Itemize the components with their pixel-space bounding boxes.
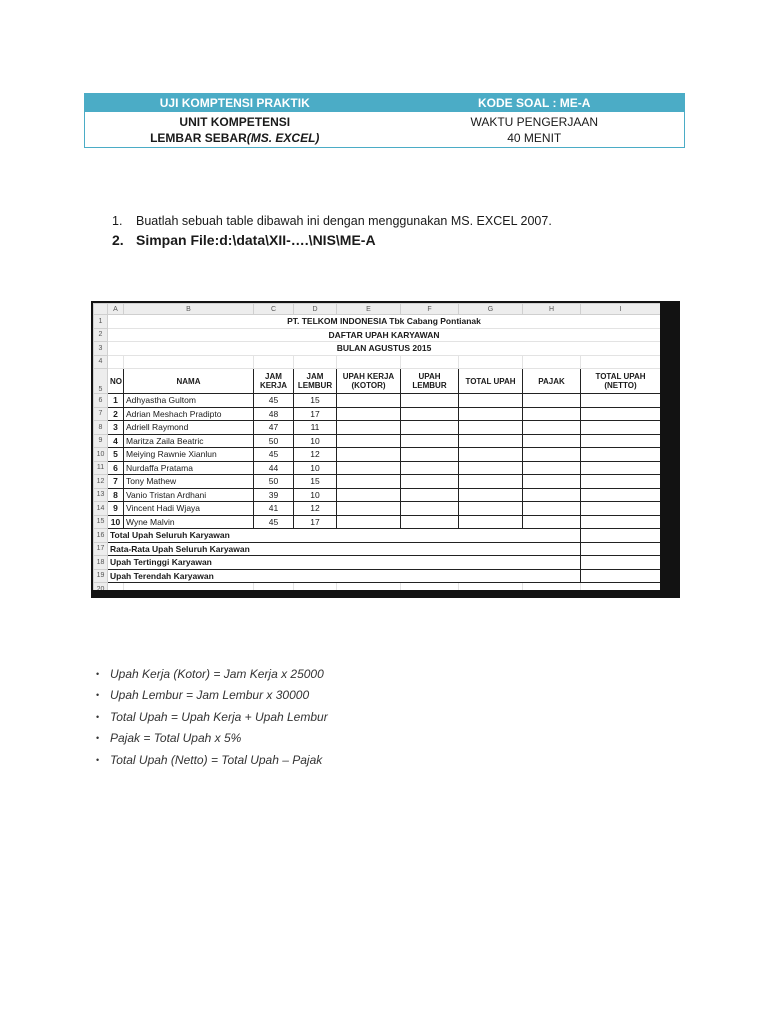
header-upah-kerja[interactable]: UPAH KERJA (KOTOR) <box>337 369 401 394</box>
cell-pajak[interactable] <box>523 434 581 448</box>
header-jam-kerja[interactable]: JAM KERJA <box>254 369 294 394</box>
row-number[interactable]: 15 <box>94 515 108 529</box>
cell[interactable] <box>459 355 523 369</box>
duration: 40 MENIT <box>507 131 562 145</box>
cell-upah-kerja[interactable] <box>337 434 401 448</box>
summary-value[interactable] <box>581 556 661 570</box>
cell-total-netto[interactable] <box>581 421 661 435</box>
cell-jam-lembur[interactable]: 10 <box>294 434 337 448</box>
cell[interactable] <box>254 583 294 591</box>
formula-text: Upah Kerja (Kotor) = Jam Kerja x 25000 <box>110 666 324 681</box>
row-number[interactable]: 13 <box>94 488 108 502</box>
header-no[interactable]: NO <box>108 369 124 394</box>
select-all-corner[interactable] <box>94 304 108 315</box>
summary-row <box>94 556 661 570</box>
cell[interactable] <box>337 583 401 591</box>
cell-jam-kerja[interactable]: 45 <box>254 515 294 529</box>
cell-upah-lembur[interactable] <box>401 461 459 475</box>
summary-label[interactable]: Upah Tertinggi Karyawan <box>108 556 581 570</box>
row-number[interactable]: 1 <box>94 315 108 329</box>
cell-upah-lembur[interactable] <box>401 515 459 529</box>
row-number[interactable]: 20 <box>94 583 108 591</box>
cell-jam-lembur[interactable]: 12 <box>294 502 337 516</box>
row-number[interactable]: 17 <box>94 542 108 556</box>
summary-value[interactable] <box>581 542 661 556</box>
instruction-text: Simpan File:d:\data\XII-….\NIS\ME-A <box>136 232 376 248</box>
cell-upah-kerja[interactable] <box>337 515 401 529</box>
cell-no[interactable]: 1 <box>108 394 124 408</box>
row-number[interactable]: 7 <box>94 407 108 421</box>
row-number[interactable]: 4 <box>94 355 108 369</box>
cell[interactable] <box>294 583 337 591</box>
cell-total-upah[interactable] <box>459 421 523 435</box>
cell-jam-lembur[interactable]: 11 <box>294 421 337 435</box>
header-right-cell <box>385 112 685 147</box>
cell[interactable] <box>108 355 124 369</box>
header-left-title: UJI KOMPTENSI PRAKTIK <box>159 96 310 110</box>
title-row-1 <box>94 315 661 329</box>
cell-upah-kerja[interactable] <box>337 502 401 516</box>
cell-total-upah[interactable] <box>459 502 523 516</box>
instruction-number: 2. <box>112 232 124 248</box>
spreadsheet-table <box>93 303 660 590</box>
header-table <box>84 93 685 148</box>
cell-nama[interactable]: Vanio Tristan Ardhani <box>124 488 254 502</box>
column-header[interactable]: H <box>523 304 581 315</box>
cell-no[interactable]: 8 <box>108 488 124 502</box>
formula-item <box>96 706 616 728</box>
header-nama[interactable]: NAMA <box>124 369 254 394</box>
cell-pajak[interactable] <box>523 421 581 435</box>
header-right-title: KODE SOAL : ME-A <box>478 96 591 110</box>
cell-total-netto[interactable] <box>581 434 661 448</box>
header-upah-lembur[interactable]: UPAH LEMBUR <box>401 369 459 394</box>
cell-jam-lembur[interactable]: 17 <box>294 407 337 421</box>
bullet-icon: • <box>96 690 100 701</box>
cell-pajak[interactable] <box>523 488 581 502</box>
title-row-2 <box>94 328 661 342</box>
table-row <box>94 407 661 421</box>
cell-pajak[interactable] <box>523 502 581 516</box>
formula-list <box>96 663 616 771</box>
sheet-title-month[interactable]: BULAN AGUSTUS 2015 <box>108 342 661 356</box>
summary-label[interactable]: Total Upah Seluruh Karyawan <box>108 529 581 543</box>
column-header[interactable]: C <box>254 304 294 315</box>
formula-text: Total Upah = Upah Kerja + Upah Lembur <box>110 709 328 724</box>
summary-row <box>94 542 661 556</box>
cell-upah-kerja[interactable] <box>337 407 401 421</box>
cell-no[interactable]: 7 <box>108 475 124 489</box>
header-title-bar <box>85 94 684 112</box>
cell-no[interactable]: 2 <box>108 407 124 421</box>
header-total-netto[interactable]: TOTAL UPAH (NETTO) <box>581 369 661 394</box>
table-row <box>94 421 661 435</box>
formula-item <box>96 685 616 707</box>
table-header-row <box>94 369 661 394</box>
column-header[interactable]: D <box>294 304 337 315</box>
cell[interactable] <box>124 355 254 369</box>
lembar-sebar-prefix: LEMBAR SEBAR <box>150 131 247 145</box>
header-left-cell <box>85 112 385 147</box>
cell-pajak[interactable] <box>523 394 581 408</box>
cell-pajak[interactable] <box>523 461 581 475</box>
summary-label[interactable]: Rata-Rata Upah Seluruh Karyawan <box>108 542 581 556</box>
unit-kompetensi: UNIT KOMPETENSI <box>179 115 291 129</box>
employee-rows <box>94 394 661 529</box>
cell[interactable] <box>523 583 581 591</box>
row-number[interactable]: 5 <box>94 369 108 394</box>
waktu-pengerjaan: WAKTU PENGERJAAN <box>470 115 599 129</box>
formula-text: Upah Lembur = Jam Lembur x 30000 <box>110 688 310 703</box>
cell-total-netto[interactable] <box>581 475 661 489</box>
cell-total-upah[interactable] <box>459 434 523 448</box>
cell-jam-lembur[interactable]: 15 <box>294 394 337 408</box>
spreadsheet-image <box>91 301 680 598</box>
column-header[interactable]: B <box>124 304 254 315</box>
cell-no[interactable]: 10 <box>108 515 124 529</box>
column-header[interactable]: A <box>108 304 124 315</box>
cell-upah-lembur[interactable] <box>401 407 459 421</box>
cell-pajak[interactable] <box>523 407 581 421</box>
cell-upah-lembur[interactable] <box>401 434 459 448</box>
cell-nama[interactable]: Maritza Zaila Beatric <box>124 434 254 448</box>
row-number[interactable]: 10 <box>94 448 108 462</box>
cell-upah-kerja[interactable] <box>337 421 401 435</box>
column-header[interactable]: G <box>459 304 523 315</box>
cell-total-upah[interactable] <box>459 461 523 475</box>
cell-no[interactable]: 3 <box>108 421 124 435</box>
table-row <box>94 448 661 462</box>
table-row <box>94 488 661 502</box>
cell-total-upah[interactable] <box>459 394 523 408</box>
cell-upah-kerja[interactable] <box>337 394 401 408</box>
cell-upah-kerja[interactable] <box>337 475 401 489</box>
empty-row <box>94 583 661 591</box>
cell[interactable] <box>401 355 459 369</box>
formula-text: Total Upah (Netto) = Total Upah – Pajak <box>110 752 323 767</box>
empty-row <box>94 355 661 369</box>
cell-no[interactable]: 9 <box>108 502 124 516</box>
bullet-icon: • <box>96 668 100 679</box>
cell-total-upah[interactable] <box>459 448 523 462</box>
cell[interactable] <box>523 355 581 369</box>
instruction-2 <box>112 232 672 248</box>
cell-nama[interactable]: Adriell Raymond <box>124 421 254 435</box>
cell-total-upah[interactable] <box>459 488 523 502</box>
cell-jam-lembur[interactable]: 10 <box>294 488 337 502</box>
sheet-title-list[interactable]: DAFTAR UPAH KARYAWAN <box>108 328 661 342</box>
column-header-row <box>94 304 661 315</box>
cell[interactable] <box>254 355 294 369</box>
row-number[interactable]: 16 <box>94 529 108 543</box>
row-number[interactable]: 3 <box>94 342 108 356</box>
spreadsheet <box>93 303 660 590</box>
cell[interactable] <box>459 583 523 591</box>
cell-total-netto[interactable] <box>581 502 661 516</box>
header-total-upah[interactable]: TOTAL UPAH <box>459 369 523 394</box>
cell-nama[interactable]: Meiying Rawnie Xianlun <box>124 448 254 462</box>
summary-rows <box>94 529 661 583</box>
cell-upah-lembur[interactable] <box>401 394 459 408</box>
row-number[interactable]: 2 <box>94 328 108 342</box>
table-row <box>94 461 661 475</box>
cell-total-netto[interactable] <box>581 407 661 421</box>
cell-jam-kerja[interactable]: 41 <box>254 502 294 516</box>
cell-upah-lembur[interactable] <box>401 502 459 516</box>
cell-total-netto[interactable] <box>581 448 661 462</box>
column-header[interactable]: I <box>581 304 661 315</box>
cell-jam-kerja[interactable]: 50 <box>254 434 294 448</box>
cell-upah-lembur[interactable] <box>401 488 459 502</box>
instruction-text: Buatlah sebuah table dibawah ini dengan menggunakan MS. EXCEL 2007. <box>136 214 552 228</box>
cell-total-upah[interactable] <box>459 515 523 529</box>
cell-jam-kerja[interactable]: 39 <box>254 488 294 502</box>
cell-nama[interactable]: Adhyastha Gultom <box>124 394 254 408</box>
cell-jam-kerja[interactable]: 45 <box>254 394 294 408</box>
cell-upah-kerja[interactable] <box>337 461 401 475</box>
formula-item <box>96 663 616 685</box>
row-number[interactable]: 6 <box>94 394 108 408</box>
row-number[interactable]: 12 <box>94 475 108 489</box>
cell-nama[interactable]: Adrian Meshach Pradipto <box>124 407 254 421</box>
cell-jam-lembur[interactable]: 12 <box>294 448 337 462</box>
cell-total-upah[interactable] <box>459 407 523 421</box>
bullet-icon: • <box>96 711 100 722</box>
cell-jam-kerja[interactable]: 45 <box>254 448 294 462</box>
header-pajak[interactable]: PAJAK <box>523 369 581 394</box>
cell-jam-kerja[interactable]: 50 <box>254 475 294 489</box>
summary-row <box>94 569 661 583</box>
instruction-1 <box>112 214 672 228</box>
cell[interactable] <box>108 583 124 591</box>
row-number[interactable]: 11 <box>94 461 108 475</box>
instructions <box>112 214 672 248</box>
cell-no[interactable]: 6 <box>108 461 124 475</box>
table-row <box>94 394 661 408</box>
cell-nama[interactable]: Nurdaffa Pratama <box>124 461 254 475</box>
cell-nama[interactable]: Wyne Malvin <box>124 515 254 529</box>
cell-jam-lembur[interactable]: 17 <box>294 515 337 529</box>
bullet-icon: • <box>96 733 100 744</box>
row-number[interactable]: 8 <box>94 421 108 435</box>
cell[interactable] <box>294 355 337 369</box>
cell-pajak[interactable] <box>523 515 581 529</box>
ms-excel-label: (MS. EXCEL) <box>246 131 320 145</box>
formula-text: Pajak = Total Upah x 5% <box>110 731 242 746</box>
lembar-sebar <box>85 130 385 146</box>
summary-label[interactable]: Upah Terendah Karyawan <box>108 569 581 583</box>
column-header[interactable]: F <box>401 304 459 315</box>
cell-jam-kerja[interactable]: 48 <box>254 407 294 421</box>
cell-no[interactable]: 5 <box>108 448 124 462</box>
summary-value[interactable] <box>581 529 661 543</box>
cell-jam-lembur[interactable]: 10 <box>294 461 337 475</box>
cell[interactable] <box>337 355 401 369</box>
row-number[interactable]: 14 <box>94 502 108 516</box>
summary-row <box>94 529 661 543</box>
cell-upah-lembur[interactable] <box>401 448 459 462</box>
header-jam-lembur[interactable]: JAM LEMBUR <box>294 369 337 394</box>
row-number[interactable]: 9 <box>94 434 108 448</box>
cell-upah-kerja[interactable] <box>337 448 401 462</box>
cell-jam-lembur[interactable]: 15 <box>294 475 337 489</box>
cell-pajak[interactable] <box>523 475 581 489</box>
cell[interactable] <box>581 583 661 591</box>
column-header[interactable]: E <box>337 304 401 315</box>
title-row-3 <box>94 342 661 356</box>
cell-nama[interactable]: Tony Mathew <box>124 475 254 489</box>
sheet-title-company[interactable]: PT. TELKOM INDONESIA Tbk Cabang Pontianak <box>108 315 661 329</box>
cell[interactable] <box>124 583 254 591</box>
row-number[interactable]: 19 <box>94 569 108 583</box>
cell-pajak[interactable] <box>523 448 581 462</box>
cell-total-netto[interactable] <box>581 488 661 502</box>
cell-total-netto[interactable] <box>581 515 661 529</box>
cell-total-netto[interactable] <box>581 394 661 408</box>
cell-upah-lembur[interactable] <box>401 421 459 435</box>
cell[interactable] <box>581 355 661 369</box>
table-row <box>94 434 661 448</box>
bullet-icon: • <box>96 754 100 765</box>
cell-no[interactable]: 4 <box>108 434 124 448</box>
cell-total-upah[interactable] <box>459 475 523 489</box>
table-row <box>94 515 661 529</box>
table-row <box>94 502 661 516</box>
cell-jam-kerja[interactable]: 47 <box>254 421 294 435</box>
cell-upah-lembur[interactable] <box>401 475 459 489</box>
summary-value[interactable] <box>581 569 661 583</box>
instruction-number: 1. <box>112 214 123 228</box>
formula-item <box>96 749 616 771</box>
cell-nama[interactable]: Vincent Hadi Wjaya <box>124 502 254 516</box>
cell[interactable] <box>401 583 459 591</box>
cell-jam-kerja[interactable]: 44 <box>254 461 294 475</box>
row-number[interactable]: 18 <box>94 556 108 570</box>
cell-total-netto[interactable] <box>581 461 661 475</box>
table-row <box>94 475 661 489</box>
cell-upah-kerja[interactable] <box>337 488 401 502</box>
formula-item <box>96 728 616 750</box>
